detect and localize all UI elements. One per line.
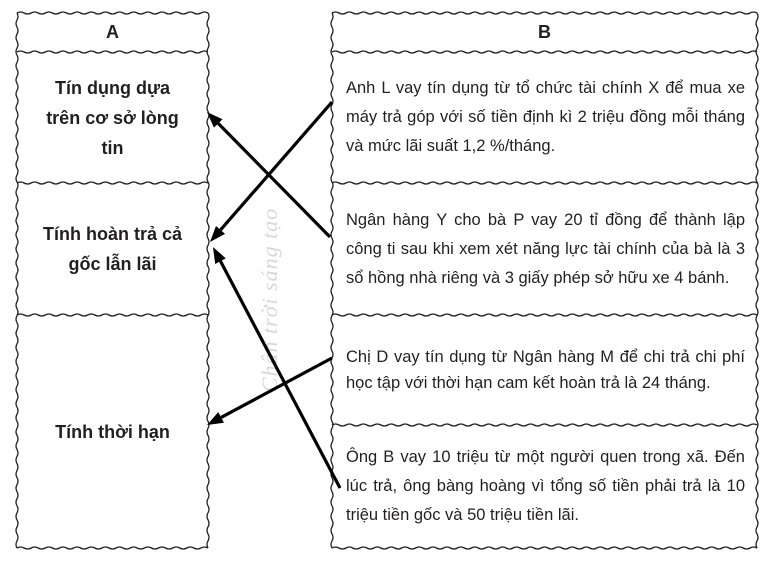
match-arrow [207,358,332,425]
arrowhead-icon [213,247,226,264]
column-b-header: B [538,22,551,42]
b-item-1-text: Anh L vay tín dụng từ tổ chức tài chính X để mua xe máy trả góp với số tiền định kì 2 triệu đồng mỗi tháng và mức lãi suất 1,2 %/tháng. [346,79,745,155]
arrowhead-icon [207,412,224,425]
match-arrow [207,112,330,237]
b-item-4-text: Ông B vay 10 triệu từ một người quen trong xã. Đến lúc trả, ông bàng hoàng vì tổng số tiền phải trả là 10 triệu tiền gốc và 50 triệu tiền lãi. [346,448,745,524]
a-item-2: Tính hoàn trả cả gốc lẫn lãi [42,224,183,274]
column-a-header: A [106,22,119,42]
b-item-3-text: Chị D vay tín dụng từ Ngân hàng M để chi trả chi phí học tập với thời hạn cam kết hoàn trả là 24 tháng. [346,348,745,392]
a-item-3: Tính thời hạn [55,421,170,442]
b-item-2-text: Ngân hàng Y cho bà P vay 20 tỉ đồng để thành lập công ti sau khi xem xét năng lực tài chính của bà là 3 sổ hồng nhà riêng và 3 giấy phép sở hữu xe 4 bánh. [346,210,745,287]
a-item-1: Tín dụng dựa trên cơ sở lòng tin [46,77,179,158]
match-arrow [213,247,340,488]
watermark: Chân trời sáng tạo [257,207,282,393]
